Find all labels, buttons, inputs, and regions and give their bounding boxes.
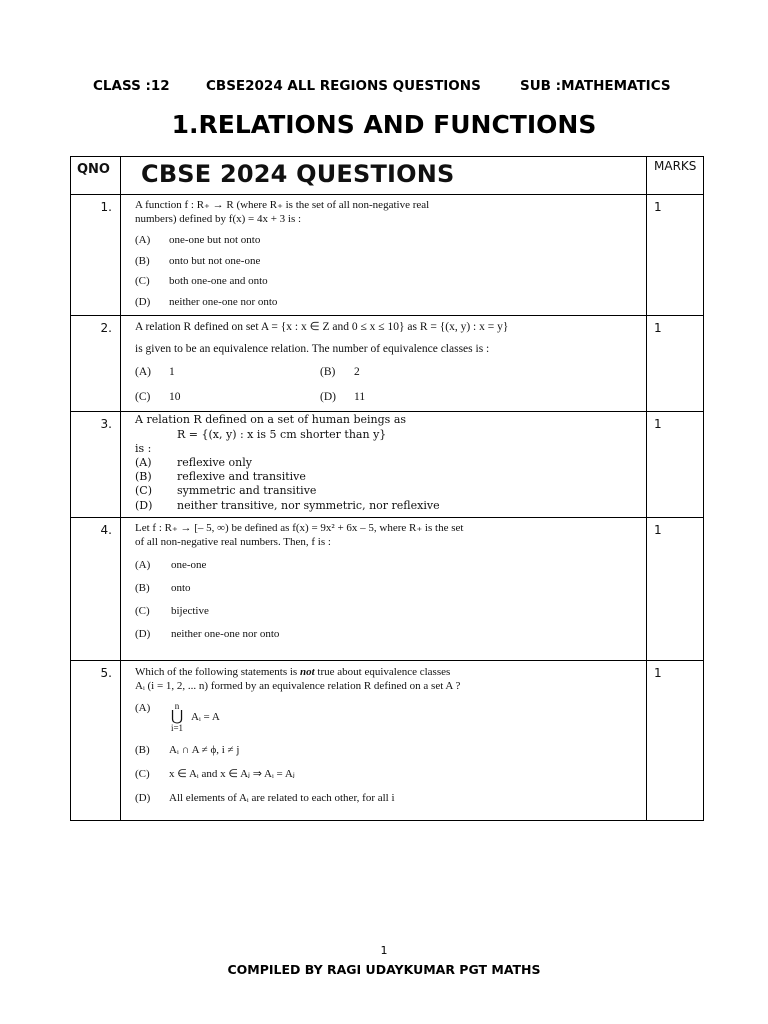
option-text: one-one — [171, 559, 207, 572]
union-symbol — [169, 701, 185, 733]
option — [135, 499, 638, 513]
marks-value: 1 — [647, 316, 704, 412]
option — [135, 627, 638, 641]
questions-table — [70, 156, 704, 821]
option — [135, 604, 638, 618]
question-content — [121, 195, 647, 316]
qno-column-header: QNO — [71, 157, 121, 195]
option — [320, 390, 500, 404]
document-header — [93, 78, 683, 98]
stem-line — [135, 665, 638, 679]
stem-line: R = {(x, y) : x is 5 cm shorter than y} — [177, 427, 387, 441]
table-row — [71, 316, 704, 412]
question-content — [121, 412, 647, 518]
options-list — [135, 233, 638, 309]
marks-value: 1 — [647, 661, 704, 821]
option-label: (C) — [135, 768, 150, 781]
stem-text: Which of the following statements is — [135, 666, 300, 679]
option-text: 10 — [169, 391, 181, 404]
option-label: (D) — [135, 498, 153, 512]
option — [135, 701, 638, 733]
stem-line: Let f : R₊ → [– 5, ∞) be defined as f(x) = 9x² + 6x – 5, where R₊ is the set — [135, 522, 464, 535]
option-text: 2 — [354, 366, 360, 379]
question-number: 5. — [71, 661, 121, 821]
stem-text: true about equivalence classes — [314, 666, 451, 679]
option-label: (C) — [135, 391, 151, 404]
exam-label: CBSE2024 ALL REGIONS QUESTIONS — [206, 78, 481, 94]
option-label: (A) — [135, 559, 151, 572]
option-text: reflexive only — [177, 455, 252, 469]
option-text: neither one-one nor onto — [171, 628, 280, 641]
stem-line: A relation R defined on a set of human beings as — [135, 413, 407, 427]
option-text: Aᵢ = A — [191, 711, 220, 724]
stem-line: Aᵢ (i = 1, 2, ... n) formed by an equivalence relation R defined on a set A ? — [135, 680, 461, 693]
table-row — [71, 195, 704, 316]
option — [135, 581, 638, 595]
options-list — [135, 456, 638, 513]
option-text: one-one but not onto — [169, 234, 261, 246]
option — [135, 558, 638, 572]
option-text: neither one-one nor onto — [169, 295, 278, 308]
option — [135, 743, 638, 757]
option-label: (C) — [135, 484, 152, 498]
option-text: neither transitive, nor symmetric, nor reflexive — [177, 498, 440, 512]
option-label: (A) — [135, 366, 151, 379]
question-stem — [135, 198, 638, 226]
option-text: both one-one and onto — [169, 275, 268, 288]
union-sign: ⋃ — [170, 709, 184, 726]
option-label: (A) — [135, 455, 152, 469]
option — [135, 254, 638, 268]
option — [135, 456, 638, 470]
option — [135, 390, 320, 404]
option-text: x ∈ Aᵢ and x ∈ Aⱼ ⇒ Aᵢ = Aⱼ — [169, 768, 295, 781]
option — [135, 295, 638, 309]
questions-column-header: CBSE 2024 QUESTIONS — [121, 157, 647, 195]
class-label: CLASS :12 — [93, 78, 170, 94]
question-number: 4. — [71, 518, 121, 661]
question-content — [121, 316, 647, 412]
option-label: (B) — [135, 470, 152, 484]
table-row — [71, 412, 704, 518]
marks-value: 1 — [647, 518, 704, 661]
option-text: onto but not one-one — [169, 254, 261, 267]
option-label: (A) — [135, 234, 151, 246]
union-notation — [169, 701, 220, 733]
option-text: reflexive and transitive — [177, 470, 306, 484]
table-row — [71, 661, 704, 821]
stem-line: numbers) defined by f(x) = 4x + 3 is : — [135, 213, 302, 225]
option-text: 1 — [169, 366, 175, 379]
option-label: (D) — [135, 628, 151, 641]
option-label: (D) — [135, 295, 151, 308]
option — [135, 484, 638, 498]
stem-emphasis: not — [299, 666, 315, 679]
option-label: (B) — [135, 744, 150, 757]
option-label: (B) — [320, 366, 336, 379]
option-text: symmetric and transitive — [177, 484, 317, 498]
question-content — [121, 518, 647, 661]
option-text: Aᵢ ∩ A ≠ ϕ, i ≠ j — [169, 744, 240, 757]
page-number: 1 — [380, 944, 388, 957]
option-label: (D) — [135, 792, 151, 805]
table-row — [71, 518, 704, 661]
option-text: bijective — [171, 605, 209, 618]
footer-credit: COMPILED BY RAGI UDAYKUMAR PGT MATHS — [227, 962, 541, 977]
options-list — [135, 365, 638, 404]
option-label: (B) — [135, 582, 150, 595]
option-text: 11 — [354, 391, 366, 404]
option — [135, 767, 638, 781]
marks-value: 1 — [647, 412, 704, 518]
option-label: (C) — [135, 605, 150, 618]
table-header-row — [71, 157, 704, 195]
option-label: (A) — [135, 702, 151, 715]
option — [135, 470, 638, 484]
stem-line: A function f : R₊ → R (where R₊ is the set of all non-negative real — [135, 199, 430, 211]
option-text: onto — [171, 582, 191, 595]
option-label: (D) — [320, 391, 336, 404]
union-upper-limit: n — [174, 701, 180, 712]
option-text: All elements of Aᵢ are related to each other, for all i — [169, 792, 395, 805]
option — [320, 365, 500, 379]
option — [135, 233, 638, 247]
stem-line: is : — [135, 441, 152, 455]
marks-value: 1 — [647, 195, 704, 316]
stem-line: is given to be an equivalence relation. The number of equivalence classes is : — [135, 343, 490, 356]
option-label: (C) — [135, 275, 150, 288]
union-lower-limit: i=1 — [170, 723, 184, 734]
question-number: 1. — [71, 195, 121, 316]
question-stem — [135, 521, 638, 549]
marks-column-header: MARKS — [647, 157, 704, 195]
chapter-title: 1.RELATIONS AND FUNCTIONS — [171, 110, 597, 139]
option — [135, 791, 638, 805]
stem-line: of all non-negative real numbers. Then, f is : — [135, 536, 331, 549]
option — [135, 274, 638, 288]
option-label: (B) — [135, 254, 150, 267]
option — [135, 365, 320, 379]
question-content — [121, 661, 647, 821]
stem-line: A relation R defined on set A = {x : x ∈ Z and 0 ≤ x ≤ 10} as R = {(x, y) : x = y} — [135, 321, 509, 334]
question-number: 2. — [71, 316, 121, 412]
question-number: 3. — [71, 412, 121, 518]
options-list — [135, 558, 638, 641]
subject-label: SUB :MATHEMATICS — [520, 78, 671, 94]
